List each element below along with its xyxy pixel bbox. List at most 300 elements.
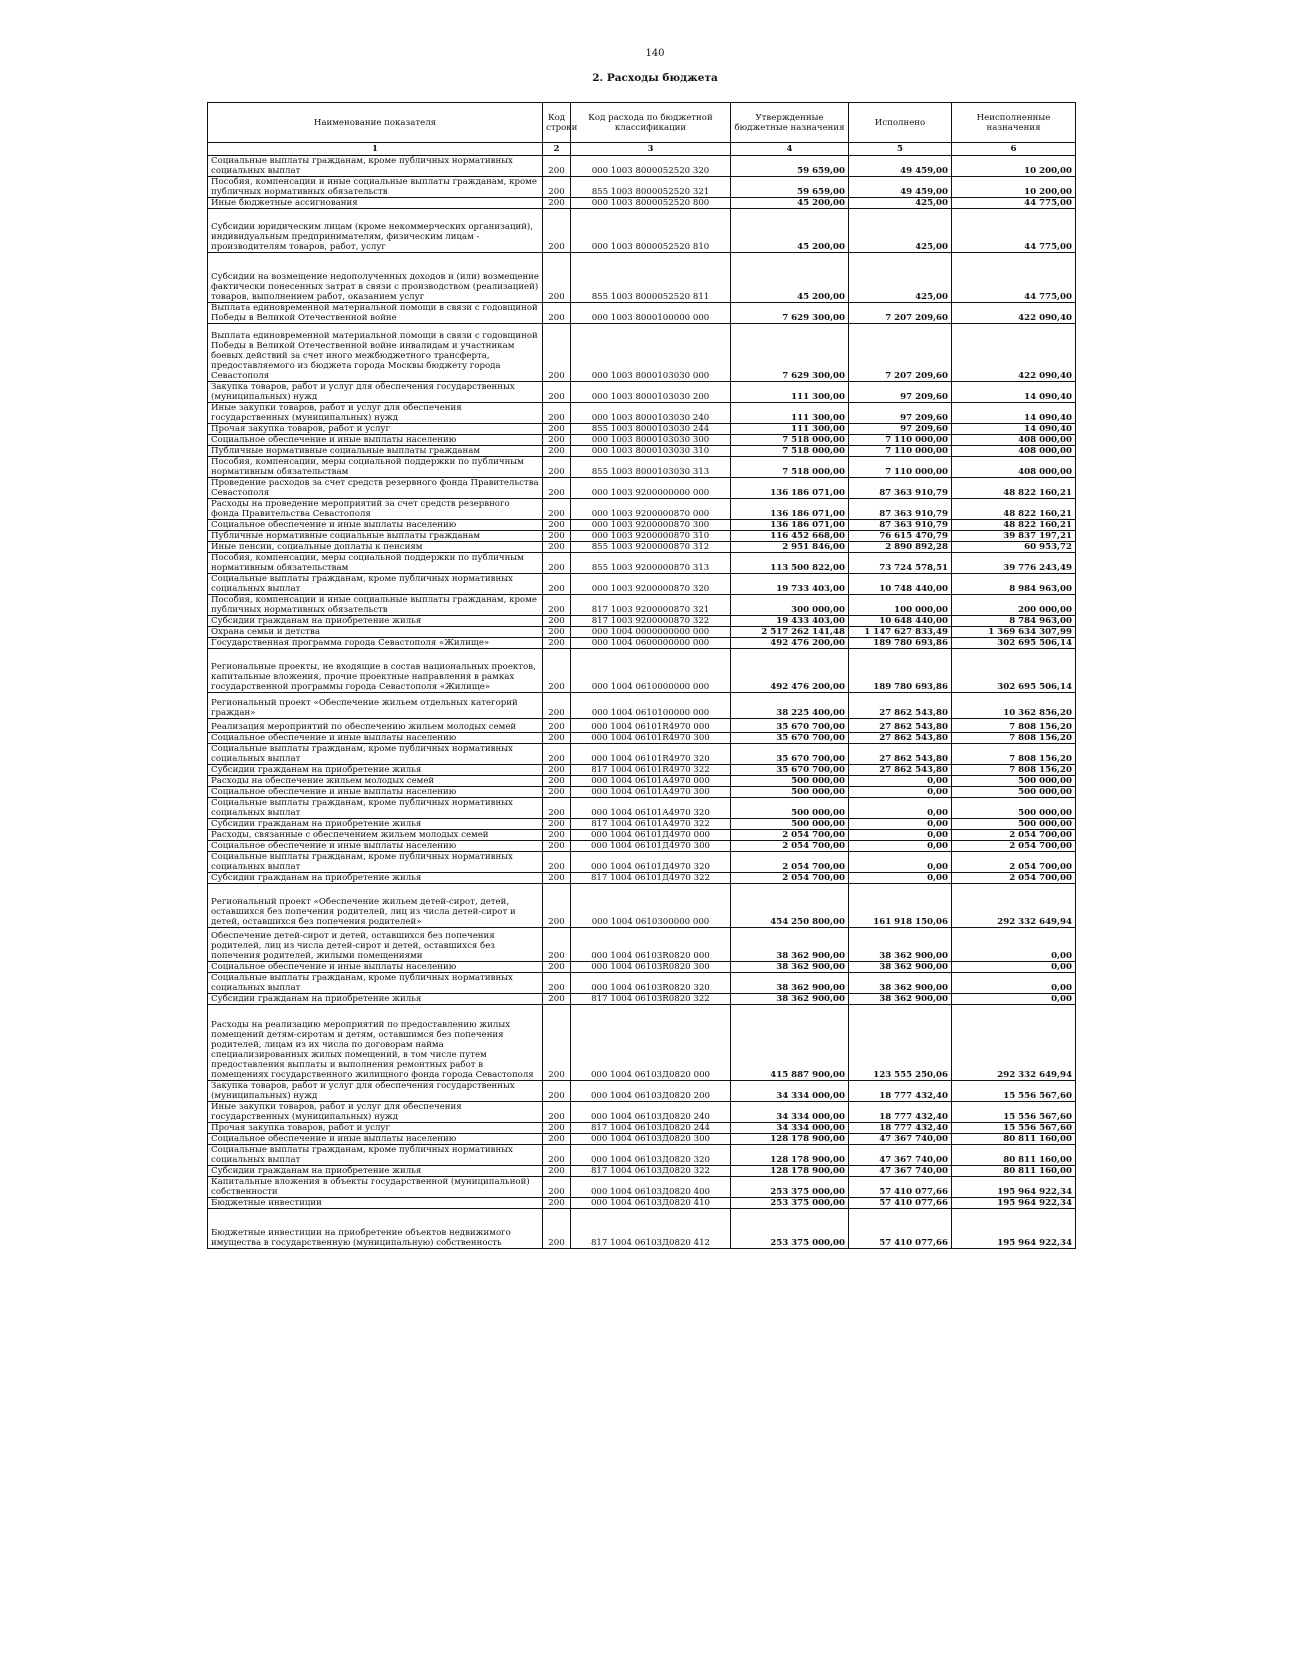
cell-approved: 500 000,00 [731, 776, 849, 787]
cell-classification-code: 817 1004 06103Д0820 412 [571, 1209, 731, 1249]
cell-unexecuted: 15 556 567,60 [952, 1081, 1076, 1102]
col-header-classification-code: Код расхода по бюджетной классификации [571, 103, 731, 143]
cell-name: Социальное обеспечение и иные выплаты населению [208, 435, 543, 446]
cell-line-code: 200 [543, 830, 571, 841]
cell-approved: 454 250 800,00 [731, 884, 849, 928]
cell-unexecuted: 2 054 700,00 [952, 873, 1076, 884]
cell-approved: 38 362 900,00 [731, 994, 849, 1005]
cell-unexecuted: 48 822 160,21 [952, 520, 1076, 531]
cell-line-code: 200 [543, 798, 571, 819]
cell-executed: 0,00 [849, 873, 952, 884]
cell-approved: 2 054 700,00 [731, 830, 849, 841]
cell-executed: 87 363 910,79 [849, 499, 952, 520]
cell-name: Субсидии гражданам на приобретение жилья [208, 994, 543, 1005]
cell-executed: 27 862 543,80 [849, 719, 952, 733]
table-row [208, 198, 1076, 209]
table-row [208, 1209, 1076, 1249]
cell-unexecuted: 7 808 156,20 [952, 719, 1076, 733]
cell-line-code: 200 [543, 446, 571, 457]
cell-name: Капитальные вложения в объекты государственной (муниципальной) собственности [208, 1177, 543, 1198]
cell-classification-code: 817 1003 9200000870 322 [571, 616, 731, 627]
table-row [208, 719, 1076, 733]
cell-executed: 0,00 [849, 787, 952, 798]
cell-classification-code: 000 1004 0610100000 000 [571, 693, 731, 719]
col-number: 3 [571, 143, 731, 156]
cell-unexecuted: 422 090,40 [952, 303, 1076, 324]
cell-unexecuted: 80 811 160,00 [952, 1134, 1076, 1145]
table-row [208, 1134, 1076, 1145]
cell-executed: 425,00 [849, 198, 952, 209]
table-row [208, 873, 1076, 884]
cell-approved: 415 887 900,00 [731, 1005, 849, 1081]
cell-unexecuted: 1 369 634 307,99 [952, 627, 1076, 638]
cell-classification-code: 000 1004 06103Д0820 320 [571, 1145, 731, 1166]
table-row [208, 962, 1076, 973]
cell-unexecuted: 200 000,00 [952, 595, 1076, 616]
cell-executed: 189 780 693,86 [849, 638, 952, 649]
table-row [208, 928, 1076, 962]
table-row [208, 209, 1076, 253]
cell-name: Субсидии гражданам на приобретение жилья [208, 819, 543, 830]
cell-approved: 2 517 262 141,48 [731, 627, 849, 638]
cell-classification-code: 000 1004 06103Д0820 200 [571, 1081, 731, 1102]
cell-unexecuted: 500 000,00 [952, 787, 1076, 798]
cell-unexecuted: 500 000,00 [952, 798, 1076, 819]
cell-unexecuted: 44 775,00 [952, 253, 1076, 303]
cell-approved: 111 300,00 [731, 424, 849, 435]
table-row [208, 1145, 1076, 1166]
cell-unexecuted: 44 775,00 [952, 198, 1076, 209]
table-row [208, 1198, 1076, 1209]
cell-unexecuted: 2 054 700,00 [952, 852, 1076, 873]
cell-approved: 128 178 900,00 [731, 1134, 849, 1145]
column-number-row [208, 143, 1076, 156]
cell-approved: 7 518 000,00 [731, 435, 849, 446]
cell-executed: 27 862 543,80 [849, 733, 952, 744]
table-row [208, 819, 1076, 830]
cell-executed: 7 110 000,00 [849, 435, 952, 446]
table-row [208, 616, 1076, 627]
cell-executed: 97 209,60 [849, 424, 952, 435]
cell-name: Расходы на проведение мероприятий за счет средств резервного фонда Правительства Севастополя [208, 499, 543, 520]
cell-approved: 45 200,00 [731, 198, 849, 209]
cell-executed: 38 362 900,00 [849, 962, 952, 973]
table-row [208, 520, 1076, 531]
cell-executed: 425,00 [849, 253, 952, 303]
cell-executed: 2 890 892,28 [849, 542, 952, 553]
cell-unexecuted: 60 953,72 [952, 542, 1076, 553]
table-row [208, 787, 1076, 798]
cell-approved: 38 362 900,00 [731, 962, 849, 973]
cell-line-code: 200 [543, 520, 571, 531]
cell-unexecuted: 10 200,00 [952, 156, 1076, 177]
table-row [208, 499, 1076, 520]
cell-name: Социальные выплаты гражданам, кроме публичных нормативных социальных выплат [208, 1145, 543, 1166]
cell-name: Социальные выплаты гражданам, кроме публичных нормативных социальных выплат [208, 973, 543, 994]
section-title: 2. Расходы бюджета [592, 72, 718, 84]
cell-approved: 300 000,00 [731, 595, 849, 616]
cell-approved: 34 334 000,00 [731, 1102, 849, 1123]
cell-line-code: 200 [543, 595, 571, 616]
cell-line-code: 200 [543, 744, 571, 765]
cell-unexecuted: 302 695 506,14 [952, 638, 1076, 649]
cell-name: Региональный проект «Обеспечение жильем детей-сирот, детей, оставшихся без попечения родителей, лиц из числа детей-сирот и детей, оставшихся без попечения родителей» [208, 884, 543, 928]
cell-line-code: 200 [543, 841, 571, 852]
cell-classification-code: 000 1003 9200000000 000 [571, 478, 731, 499]
cell-name: Государственная программа города Севастополя «Жилище» [208, 638, 543, 649]
cell-name: Социальное обеспечение и иные выплаты населению [208, 520, 543, 531]
cell-unexecuted: 14 090,40 [952, 424, 1076, 435]
cell-approved: 128 178 900,00 [731, 1166, 849, 1177]
cell-line-code: 200 [543, 994, 571, 1005]
cell-unexecuted: 10 362 856,20 [952, 693, 1076, 719]
col-header-approved: Утвержденные бюджетные назначения [731, 103, 849, 143]
table-body [208, 156, 1076, 1249]
cell-classification-code: 000 1004 0600000000 000 [571, 638, 731, 649]
cell-line-code: 200 [543, 209, 571, 253]
cell-classification-code: 000 1003 8000103030 240 [571, 403, 731, 424]
cell-executed: 27 862 543,80 [849, 765, 952, 776]
cell-approved: 38 362 900,00 [731, 928, 849, 962]
cell-unexecuted: 48 822 160,21 [952, 499, 1076, 520]
table-row [208, 1123, 1076, 1134]
table-row [208, 1005, 1076, 1081]
cell-executed: 0,00 [849, 798, 952, 819]
cell-unexecuted: 39 776 243,49 [952, 553, 1076, 574]
cell-classification-code: 817 1004 06101Д4970 322 [571, 873, 731, 884]
cell-classification-code: 855 1003 8000052520 321 [571, 177, 731, 198]
cell-line-code: 200 [543, 693, 571, 719]
cell-classification-code: 000 1004 06101Д4970 000 [571, 830, 731, 841]
cell-executed: 0,00 [849, 776, 952, 787]
cell-unexecuted: 48 822 160,21 [952, 478, 1076, 499]
cell-executed: 97 209,60 [849, 403, 952, 424]
cell-classification-code: 855 1003 9200000870 313 [571, 553, 731, 574]
cell-executed: 27 862 543,80 [849, 693, 952, 719]
cell-approved: 2 054 700,00 [731, 873, 849, 884]
cell-line-code: 200 [543, 973, 571, 994]
cell-executed: 47 367 740,00 [849, 1145, 952, 1166]
cell-approved: 35 670 700,00 [731, 733, 849, 744]
cell-approved: 34 334 000,00 [731, 1123, 849, 1134]
cell-classification-code: 817 1004 06103Д0820 244 [571, 1123, 731, 1134]
cell-approved: 34 334 000,00 [731, 1081, 849, 1102]
cell-approved: 59 659,00 [731, 177, 849, 198]
table-row [208, 303, 1076, 324]
col-header-executed: Исполнено [849, 103, 952, 143]
cell-name: Субсидии гражданам на приобретение жилья [208, 873, 543, 884]
cell-executed: 49 459,00 [849, 156, 952, 177]
cell-unexecuted: 7 808 156,20 [952, 744, 1076, 765]
cell-line-code: 200 [543, 1198, 571, 1209]
cell-executed: 73 724 578,51 [849, 553, 952, 574]
cell-line-code: 200 [543, 733, 571, 744]
cell-line-code: 200 [543, 616, 571, 627]
table-row [208, 830, 1076, 841]
cell-classification-code: 000 1004 06101А4970 000 [571, 776, 731, 787]
cell-unexecuted: 408 000,00 [952, 457, 1076, 478]
cell-line-code: 200 [543, 435, 571, 446]
cell-classification-code: 817 1004 06101R4970 322 [571, 765, 731, 776]
cell-classification-code: 817 1004 06103Д0820 322 [571, 1166, 731, 1177]
cell-approved: 35 670 700,00 [731, 765, 849, 776]
cell-name: Социальные выплаты гражданам, кроме публичных нормативных социальных выплат [208, 852, 543, 873]
cell-unexecuted: 10 200,00 [952, 177, 1076, 198]
cell-name: Иные пенсии, социальные доплаты к пенсиям [208, 542, 543, 553]
cell-unexecuted: 39 837 197,21 [952, 531, 1076, 542]
cell-line-code: 200 [543, 303, 571, 324]
cell-line-code: 200 [543, 884, 571, 928]
cell-line-code: 200 [543, 499, 571, 520]
cell-executed: 161 918 150,06 [849, 884, 952, 928]
cell-name: Субсидии юридическим лицам (кроме некоммерческих организаций), индивидуальным предпринимателям, физическим лицам - производителям товаров, работ, услуг [208, 209, 543, 253]
cell-approved: 500 000,00 [731, 787, 849, 798]
cell-approved: 116 452 668,00 [731, 531, 849, 542]
cell-classification-code: 000 1003 8000052520 800 [571, 198, 731, 209]
cell-line-code: 200 [543, 852, 571, 873]
cell-unexecuted: 80 811 160,00 [952, 1166, 1076, 1177]
table-row [208, 253, 1076, 303]
cell-executed: 10 648 440,00 [849, 616, 952, 627]
cell-classification-code: 817 1004 06103R0820 322 [571, 994, 731, 1005]
table-row [208, 595, 1076, 616]
cell-classification-code: 000 1003 9200000870 310 [571, 531, 731, 542]
cell-executed: 189 780 693,86 [849, 649, 952, 693]
col-number: 4 [731, 143, 849, 156]
cell-classification-code: 000 1004 06103Д0820 240 [571, 1102, 731, 1123]
cell-name: Региональные проекты, не входящие в состав национальных проектов, капитальные вложения, прочие проектные направления в рамках государственной программы города Севастополя «Жилище» [208, 649, 543, 693]
cell-executed: 47 367 740,00 [849, 1166, 952, 1177]
cell-approved: 45 200,00 [731, 253, 849, 303]
table-row [208, 478, 1076, 499]
cell-name: Выплата единовременной материальной помощи в связи с годовщиной Победы в Великой Отечественной войне [208, 303, 543, 324]
cell-name: Иные закупки товаров, работ и услуг для обеспечения государственных (муниципальных) нужд [208, 1102, 543, 1123]
table-row [208, 382, 1076, 403]
cell-approved: 111 300,00 [731, 382, 849, 403]
cell-line-code: 200 [543, 1177, 571, 1198]
cell-line-code: 200 [543, 1134, 571, 1145]
cell-unexecuted: 408 000,00 [952, 446, 1076, 457]
cell-line-code: 200 [543, 198, 571, 209]
cell-line-code: 200 [543, 574, 571, 595]
cell-name: Обеспечение детей-сирот и детей, оставшихся без попечения родителей, лиц из числа детей-сирот и детей, оставшихся без попечения родителей, жилыми помещениями [208, 928, 543, 962]
cell-name: Иные бюджетные ассигнования [208, 198, 543, 209]
cell-name: Пособия, компенсации, меры социальной поддержки по публичным нормативным обязательствам [208, 553, 543, 574]
col-header-line-code: Код строки [543, 103, 571, 143]
cell-unexecuted: 422 090,40 [952, 324, 1076, 382]
cell-executed: 10 748 440,00 [849, 574, 952, 595]
table-row [208, 531, 1076, 542]
cell-executed: 49 459,00 [849, 177, 952, 198]
table-row [208, 1166, 1076, 1177]
cell-classification-code: 000 1004 0610000000 000 [571, 649, 731, 693]
cell-approved: 136 186 071,00 [731, 478, 849, 499]
cell-name: Пособия, компенсации, меры социальной поддержки по публичным нормативным обязательствам [208, 457, 543, 478]
cell-unexecuted: 408 000,00 [952, 435, 1076, 446]
col-number: 1 [208, 143, 543, 156]
table-row [208, 852, 1076, 873]
cell-line-code: 200 [543, 324, 571, 382]
cell-line-code: 200 [543, 928, 571, 962]
cell-approved: 35 670 700,00 [731, 719, 849, 733]
cell-name: Социальное обеспечение и иные выплаты населению [208, 962, 543, 973]
cell-executed: 87 363 910,79 [849, 478, 952, 499]
table-row [208, 324, 1076, 382]
cell-name: Социальные выплаты гражданам, кроме публичных нормативных социальных выплат [208, 798, 543, 819]
cell-approved: 19 733 403,00 [731, 574, 849, 595]
cell-executed: 18 777 432,40 [849, 1123, 952, 1134]
cell-approved: 492 476 200,00 [731, 649, 849, 693]
cell-name: Социальное обеспечение и иные выплаты населению [208, 841, 543, 852]
cell-line-code: 200 [543, 542, 571, 553]
cell-name: Расходы на обеспечение жильем молодых семей [208, 776, 543, 787]
col-header-unexecuted: Неисполненные назначения [952, 103, 1076, 143]
table-row [208, 744, 1076, 765]
cell-line-code: 200 [543, 403, 571, 424]
col-number: 5 [849, 143, 952, 156]
cell-classification-code: 000 1004 06101А4970 300 [571, 787, 731, 798]
cell-unexecuted: 80 811 160,00 [952, 1145, 1076, 1166]
cell-executed: 7 207 209,60 [849, 303, 952, 324]
cell-line-code: 200 [543, 478, 571, 499]
cell-name: Бюджетные инвестиции на приобретение объектов недвижимого имущества в государственную (муниципальную) собственность [208, 1209, 543, 1249]
cell-line-code: 200 [543, 531, 571, 542]
cell-executed: 47 367 740,00 [849, 1134, 952, 1145]
table-row [208, 733, 1076, 744]
cell-approved: 19 433 403,00 [731, 616, 849, 627]
cell-classification-code: 855 1003 8000052520 811 [571, 253, 731, 303]
cell-executed: 38 362 900,00 [849, 994, 952, 1005]
cell-name: Социальные выплаты гражданам, кроме публичных нормативных социальных выплат [208, 574, 543, 595]
cell-classification-code: 000 1004 0610300000 000 [571, 884, 731, 928]
col-header-name: Наименование показателя [208, 103, 543, 143]
table-row [208, 553, 1076, 574]
cell-name: Закупка товаров, работ и услуг для обеспечения государственных (муниципальных) нужд [208, 382, 543, 403]
cell-classification-code: 000 1003 9200000870 000 [571, 499, 731, 520]
cell-unexecuted: 292 332 649,94 [952, 884, 1076, 928]
cell-name: Бюджетные инвестиции [208, 1198, 543, 1209]
cell-name: Субсидии гражданам на приобретение жилья [208, 765, 543, 776]
cell-approved: 113 500 822,00 [731, 553, 849, 574]
cell-approved: 128 178 900,00 [731, 1145, 849, 1166]
table-row [208, 574, 1076, 595]
cell-classification-code: 000 1004 06103Д0820 410 [571, 1198, 731, 1209]
cell-line-code: 200 [543, 1145, 571, 1166]
cell-classification-code: 817 1004 06101А4970 322 [571, 819, 731, 830]
cell-executed: 0,00 [849, 841, 952, 852]
col-number: 6 [952, 143, 1076, 156]
table-row [208, 627, 1076, 638]
cell-name: Субсидии на возмещение недополученных доходов и (или) возмещение фактически понесенных затрат в связи с производством (реализацией) товаров, выполнением работ, оказанием услуг [208, 253, 543, 303]
cell-approved: 7 629 300,00 [731, 324, 849, 382]
cell-name: Социальное обеспечение и иные выплаты населению [208, 1134, 543, 1145]
cell-approved: 38 362 900,00 [731, 973, 849, 994]
cell-line-code: 200 [543, 1102, 571, 1123]
cell-unexecuted: 500 000,00 [952, 819, 1076, 830]
cell-classification-code: 000 1004 06101R4970 320 [571, 744, 731, 765]
cell-executed: 18 777 432,40 [849, 1102, 952, 1123]
cell-name: Расходы на реализацию мероприятий по предоставлению жилых помещений детям-сиротам и детям, оставшимся без попечения родителей, лицам из их числа по договорам найма специализированных жилых помещений, в том числе путем предоставления выплаты и выполнения ремонтных работ в помещениях государственного жилищного фонда города Севастополя [208, 1005, 543, 1081]
cell-classification-code: 000 1004 06103Д0820 400 [571, 1177, 731, 1198]
cell-executed: 0,00 [849, 819, 952, 830]
cell-approved: 7 629 300,00 [731, 303, 849, 324]
cell-approved: 2 951 846,00 [731, 542, 849, 553]
cell-unexecuted: 8 784 963,00 [952, 616, 1076, 627]
table-row [208, 693, 1076, 719]
table-row [208, 1177, 1076, 1198]
cell-classification-code: 000 1004 06103Д0820 000 [571, 1005, 731, 1081]
cell-name: Выплата единовременной материальной помощи в связи с годовщиной Победы в Великой Отечественной войне инвалидам и участникам боевых действий за счет иного межбюджетного трансферта, предоставляемого из бюджета города Москвы бюджету города Севастополя [208, 324, 543, 382]
cell-classification-code: 000 1004 06101Д4970 320 [571, 852, 731, 873]
cell-name: Социальное обеспечение и иные выплаты населению [208, 733, 543, 744]
cell-line-code: 200 [543, 177, 571, 198]
cell-line-code: 200 [543, 1209, 571, 1249]
cell-approved: 253 375 000,00 [731, 1209, 849, 1249]
cell-classification-code: 000 1003 8000103030 200 [571, 382, 731, 403]
cell-approved: 35 670 700,00 [731, 744, 849, 765]
table-row [208, 446, 1076, 457]
cell-unexecuted: 195 964 922,34 [952, 1177, 1076, 1198]
cell-name: Социальные выплаты гражданам, кроме публичных нормативных социальных выплат [208, 744, 543, 765]
cell-unexecuted: 2 054 700,00 [952, 830, 1076, 841]
cell-line-code: 200 [543, 776, 571, 787]
cell-executed: 425,00 [849, 209, 952, 253]
cell-classification-code: 000 1004 06103Д0820 300 [571, 1134, 731, 1145]
cell-approved: 136 186 071,00 [731, 520, 849, 531]
cell-executed: 18 777 432,40 [849, 1081, 952, 1102]
cell-approved: 500 000,00 [731, 798, 849, 819]
cell-line-code: 200 [543, 649, 571, 693]
cell-executed: 38 362 900,00 [849, 973, 952, 994]
cell-approved: 492 476 200,00 [731, 638, 849, 649]
cell-classification-code: 000 1004 06101Д4970 300 [571, 841, 731, 852]
table-row [208, 994, 1076, 1005]
cell-unexecuted: 0,00 [952, 973, 1076, 994]
cell-name: Пособия, компенсации и иные социальные выплаты гражданам, кроме публичных нормативных обязательств [208, 177, 543, 198]
cell-unexecuted: 0,00 [952, 962, 1076, 973]
cell-executed: 87 363 910,79 [849, 520, 952, 531]
cell-line-code: 200 [543, 627, 571, 638]
cell-approved: 45 200,00 [731, 209, 849, 253]
cell-executed: 0,00 [849, 852, 952, 873]
cell-line-code: 200 [543, 553, 571, 574]
cell-unexecuted: 14 090,40 [952, 403, 1076, 424]
cell-approved: 253 375 000,00 [731, 1177, 849, 1198]
cell-unexecuted: 500 000,00 [952, 776, 1076, 787]
cell-approved: 7 518 000,00 [731, 457, 849, 478]
cell-classification-code: 000 1003 8000052520 810 [571, 209, 731, 253]
cell-classification-code: 855 1003 9200000870 312 [571, 542, 731, 553]
cell-executed: 27 862 543,80 [849, 744, 952, 765]
cell-unexecuted: 14 090,40 [952, 382, 1076, 403]
cell-approved: 7 518 000,00 [731, 446, 849, 457]
cell-classification-code: 000 1003 8000103030 310 [571, 446, 731, 457]
cell-classification-code: 000 1004 06101А4970 320 [571, 798, 731, 819]
cell-name: Прочая закупка товаров, работ и услуг [208, 1123, 543, 1134]
cell-classification-code: 855 1003 8000103030 244 [571, 424, 731, 435]
cell-executed: 7 110 000,00 [849, 446, 952, 457]
cell-classification-code: 000 1003 8000103030 300 [571, 435, 731, 446]
cell-name: Прочая закупка товаров, работ и услуг [208, 424, 543, 435]
cell-approved: 111 300,00 [731, 403, 849, 424]
table-row [208, 765, 1076, 776]
cell-approved: 38 225 400,00 [731, 693, 849, 719]
cell-classification-code: 000 1004 06103R0820 320 [571, 973, 731, 994]
cell-line-code: 200 [543, 962, 571, 973]
cell-unexecuted: 302 695 506,14 [952, 649, 1076, 693]
table-row [208, 649, 1076, 693]
table-row [208, 156, 1076, 177]
